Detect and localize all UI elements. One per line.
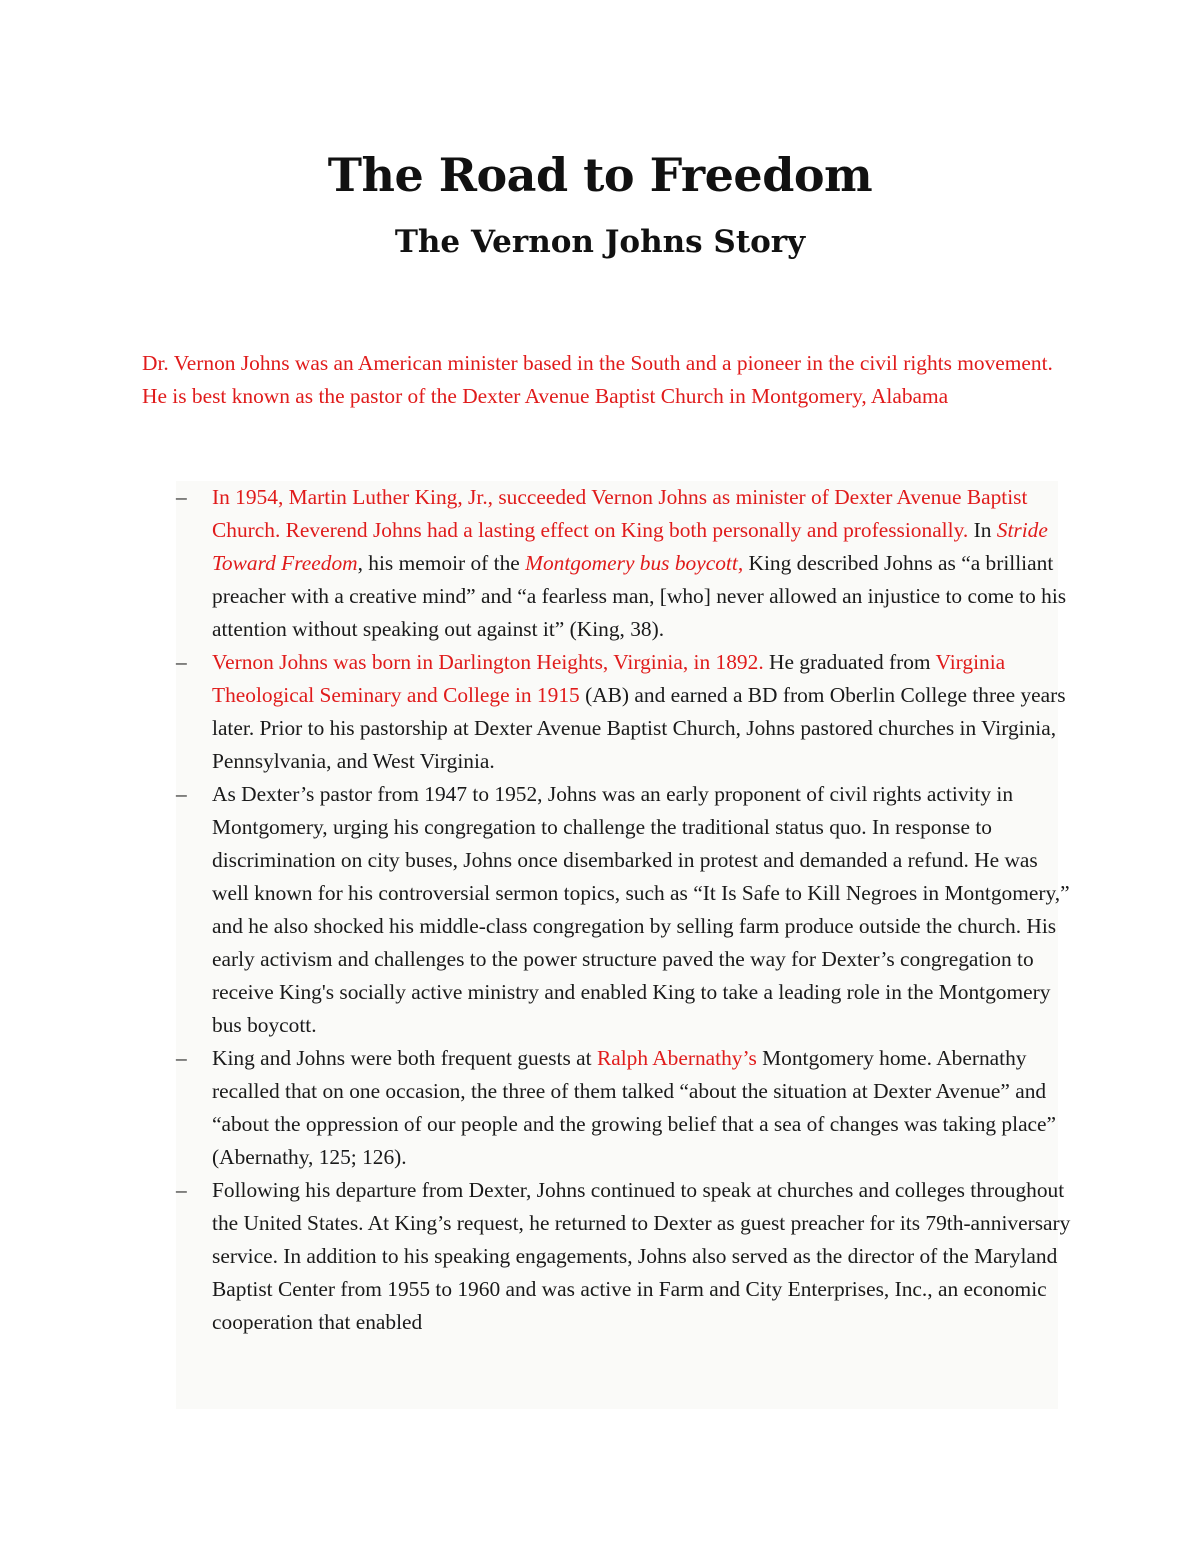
intro-paragraph: Dr. Vernon Johns was an American minister based in the South and a pioneer in the civil rights movement. He is best known as the pastor of the Dexter Avenue Baptist Church in Montgomery, Alabama [142,351,1053,408]
list-item [176,778,1076,1042]
list-item [176,646,1076,778]
item-text: Following his departure from Dexter, Johns continued to speak at churches and colleges throughout the United States. At King’s request, he returned to Dexter as guest preacher for its 79th-anniversary service. In addition to his speaking engagements, Johns also served as the director of the Maryland Baptist Center from 1955 to 1960 and was active in Farm and City Enterprises, Inc., an economic cooperation that enabled [212,1178,1071,1334]
item-text: He graduated from [763,650,936,674]
item-text: King and Johns were both frequent guests at [212,1046,597,1070]
book-title-stride: Stride Toward Freedom [212,518,1048,575]
bullet-dash: – [176,1046,187,1070]
item-text: As Dexter’s pastor from 1947 to 1952, Johns was an early proponent of civil rights activity in Montgomery, urging his congregation to challenge the traditional status quo. In response to discrimination on city buses, Johns once disembarked in protest and demanded a refund. He was well known for his controversial sermon topics, such as “It Is Safe to Kill Negroes in Montgomery,” and he also shocked his middle-class congregation by selling farm produce outside the church. His early activism and challenges to the power structure paved the way for Dexter’s congregation to receive King's socially active ministry and enabled King to take a leading role in the Montgomery bus boycott. [212,782,1070,1037]
bullet-dash: – [176,782,187,806]
document-title: The Road to Freedom [327,148,873,202]
item-text-highlight: In 1954, Martin Luther King, Jr., succeeded Vernon Johns as minister of Dexter Avenue Baptist Church. Reverend Johns had a lasting effect on King both personally and professionally. [212,485,1028,542]
item-text: Montgomery home. Abernathy recalled that on one occasion, the three of them talked “about the situation at Dexter Avenue” and “about the oppression of our people and the growing belief that a sea of changes was taking place” (Abernathy, 125; 126). [212,1046,1057,1169]
bullet-dash: – [176,1178,187,1202]
item-text: In [968,518,997,542]
bullet-dash: – [176,485,187,509]
item-text-highlight: Virginia Theological Seminary and College in 1915 [212,650,1006,707]
bullet-dash: – [176,650,187,674]
list-item [176,481,1076,646]
item-text: , his memoir of the [357,551,526,575]
item-text: King described Johns as “a brilliant preacher with a creative mind” and “a fearless man, [who] never allowed an injustice to come to his attention without speaking out against it” (King, 38). [212,551,1067,641]
document-subtitle: The Vernon Johns Story [394,224,806,260]
bullet-list [176,481,1076,1339]
list-item [176,1174,1076,1339]
list-item [176,1042,1076,1174]
item-text-highlight: Vernon Johns was born in Darlington Heights, Virginia, in 1892. [212,650,764,674]
item-text: (AB) and earned a BD from Oberlin College three years later. Prior to his pastorship at Dexter Avenue Baptist Church, Johns pastored churches in Virginia, Pennsylvania, and West Virginia. [212,683,1066,773]
link-ralph-abernathy: Ralph Abernathy’s [596,1046,757,1070]
link-bus-boycott: Montgomery bus boycott, [525,551,744,575]
